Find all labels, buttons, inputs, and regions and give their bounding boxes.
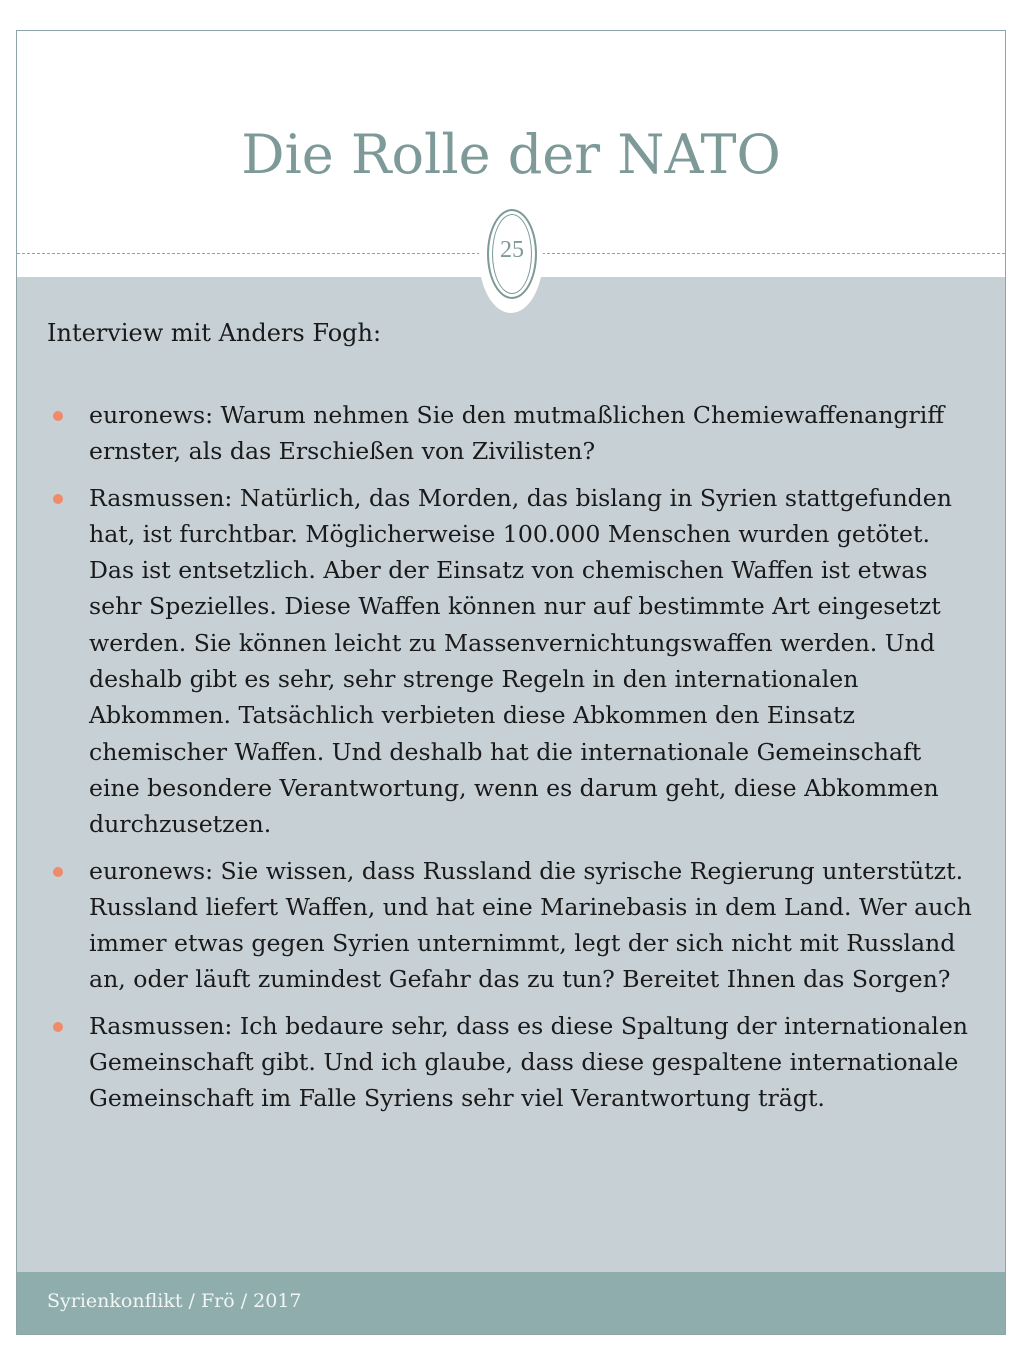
- bullet-dot-icon: [53, 494, 63, 504]
- bullet-dot-icon: [53, 1022, 63, 1032]
- bullet-item: [47, 480, 977, 843]
- bullet-text: euronews: Sie wissen, dass Russland die syrische Regierung unterstützt. Russland liefert Waffen, und hat eine Marinebasis in dem Land. Wer auch immer etwas gegen Syrien unternimmt, legt der sich nicht mit Russland an, oder läuft zumindest Gefahr das zu tun? Bereitet Ihnen das Sorgen?: [89, 856, 972, 994]
- slide-footer: [17, 1272, 1005, 1334]
- bullet-text: euronews: Warum nehmen Sie den mutmaßlichen Chemiewaffenangriff ernster, als das Erschießen von Zivilisten?: [89, 401, 945, 466]
- bullet-item: [47, 397, 977, 470]
- slide-title: Die Rolle der NATO: [241, 123, 781, 186]
- bullet-item: [47, 853, 977, 998]
- intro-text: Interview mit Anders Fogh:: [47, 319, 382, 347]
- bullet-dot-icon: [53, 411, 63, 421]
- page-number: 25: [500, 236, 524, 263]
- slide: [16, 30, 1006, 1335]
- bullet-text: Rasmussen: Ich bedaure sehr, dass es diese Spaltung der internationalen Gemeinschaft gibt. Und ich glaube, dass diese gespaltene internationale Gemeinschaft im Falle Syriens sehr viel Verantwortung trägt.: [89, 1011, 968, 1113]
- bullet-item: [47, 1008, 977, 1117]
- footer-text: Syrienkonflikt / Frö / 2017: [47, 1290, 302, 1312]
- bullet-dot-icon: [53, 867, 63, 877]
- page-number-badge: [479, 201, 543, 313]
- slide-content: [17, 277, 1005, 1272]
- bullet-text: Rasmussen: Natürlich, das Morden, das bislang in Syrien stattgefunden hat, ist furchtbar. Möglicherweise 100.000 Menschen wurden getötet. Das ist entsetzlich. Aber der Einsatz von chemischen Waffen ist etwas sehr Spezielles. Diese Waffen können nur auf bestimmte Art eingesetzt werden. Sie können leicht zu Massenvernichtungswaffen werden. Und deshalb gibt es sehr, sehr strenge Regeln in den internationalen Abkommen. Tatsächlich verbieten diese Abkommen den Einsatz chemischer Waffen. Und deshalb hat die internationale Gemeinschaft eine besondere Verantwortung, wenn es darum geht, diese Abkommen durchzusetzen.: [89, 483, 952, 839]
- bullet-list: [47, 397, 977, 1127]
- page-number-oval: [487, 209, 537, 299]
